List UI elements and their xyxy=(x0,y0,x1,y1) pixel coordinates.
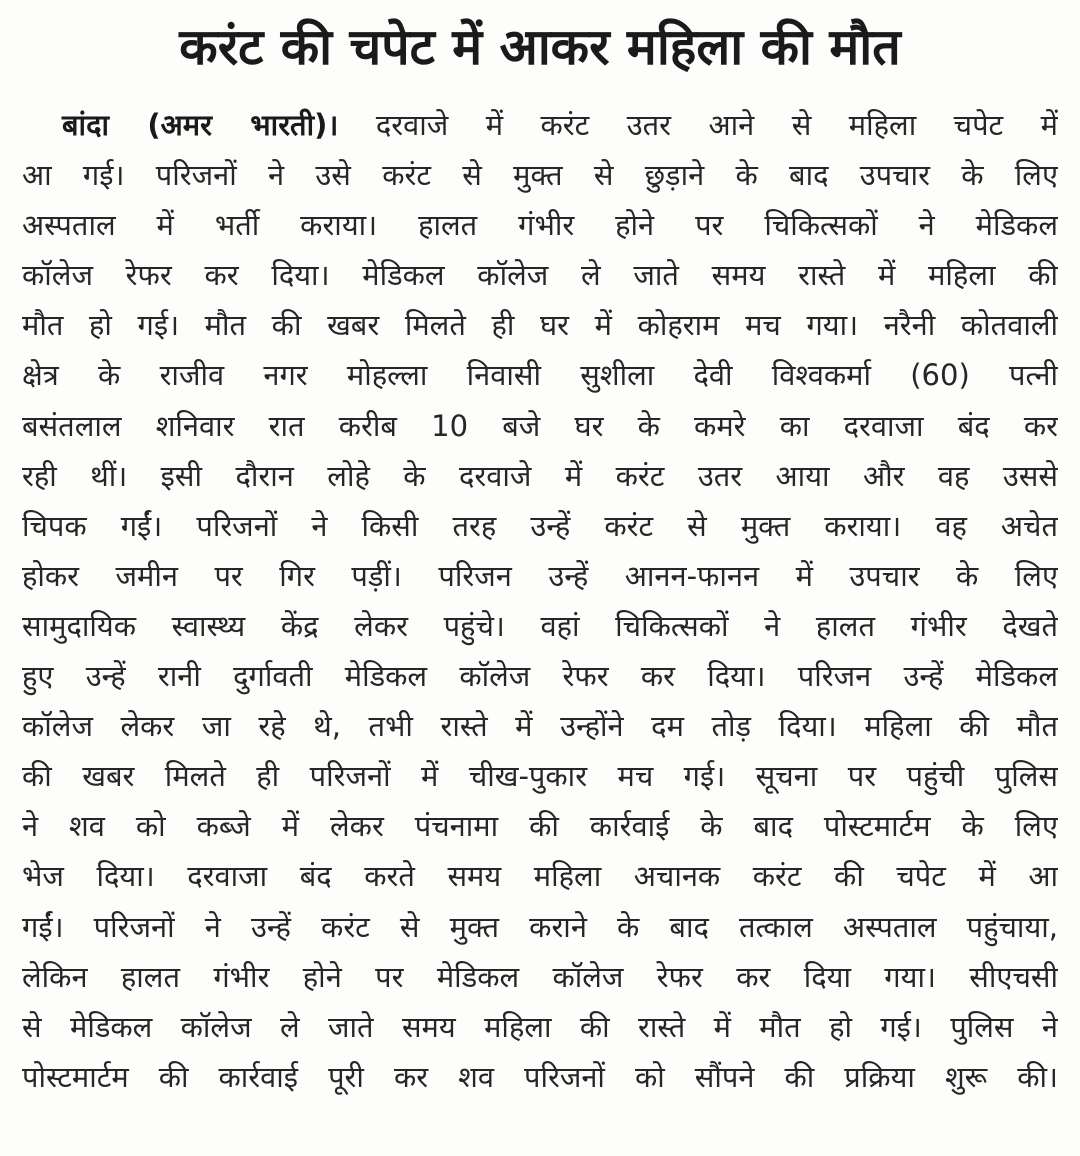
article-line: क्षेत्र के राजीव नगर मोहल्ला निवासी सुशीला देवी विश्वकर्मा (60) पत्नी xyxy=(22,358,1058,393)
article-line: कॉलेज रेफर कर दिया। मेडिकल कॉलेज ले जाते समय रास्ते में महिला की xyxy=(22,258,1058,293)
article-line: पोस्टमार्टम की कार्रवाई पूरी कर शव परिजनों को सौंपने की प्रक्रिया शुरू की। xyxy=(22,1059,1058,1094)
article-line: अस्पताल में भर्ती कराया। हालत गंभीर होने पर चिकित्सकों ने मेडिकल xyxy=(22,208,1058,243)
article-line: सामुदायिक स्वास्थ्य केंद्र लेकर पहुंचे। वहां चिकित्सकों ने हालत गंभीर देखते xyxy=(22,608,1058,643)
article-line xyxy=(22,100,1058,150)
article-line: गईं। परिजनों ने उन्हें करंट से मुक्त कराने के बाद तत्काल अस्पताल पहुंचाया, xyxy=(22,909,1058,944)
article-line: से मेडिकल कॉलेज ले जाते समय महिला की रास्ते में मौत हो गई। पुलिस ने xyxy=(22,1009,1058,1044)
article-line: कॉलेज लेकर जा रहे थे, तभी रास्ते में उन्होंने दम तोड़ दिया। महिला की मौत xyxy=(22,709,1058,744)
article-line: होकर जमीन पर गिर पड़ीं। परिजन उन्हें आनन-फानन में उपचार के लिए xyxy=(22,558,1058,593)
article-line: चिपक गईं। परिजनों ने किसी तरह उन्हें करंट से मुक्त कराया। वह अचेत xyxy=(22,508,1058,543)
article-line: मौत हो गई। मौत की खबर मिलते ही घर में कोहराम मच गया। नरैनी कोतवाली xyxy=(22,308,1058,343)
article-line: भेज दिया। दरवाजा बंद करते समय महिला अचानक करंट की चपेट में आ xyxy=(22,859,1058,894)
article-line: रही थीं। इसी दौरान लोहे के दरवाजे में करंट उतर आया और वह उससे xyxy=(22,458,1058,493)
dateline: बांदा (अमर भारती)। xyxy=(62,108,339,142)
article-line-text: दरवाजे में करंट उतर आने से महिला चपेट में xyxy=(338,108,1058,142)
article-line: ने शव को कब्जे में लेकर पंचनामा की कार्रवाई के बाद पोस्टमार्टम के लिए xyxy=(22,809,1058,844)
article-body xyxy=(22,100,1058,1102)
article-line: आ गई। परिजनों ने उसे करंट से मुक्त से छुड़ाने के बाद उपचार के लिए xyxy=(22,158,1058,193)
article-line: हुए उन्हें रानी दुर्गावती मेडिकल कॉलेज रेफर कर दिया। परिजन उन्हें मेडिकल xyxy=(22,659,1058,694)
headline: करंट की चपेट में आकर महिला की मौत xyxy=(179,18,901,76)
article-line: की खबर मिलते ही परिजनों में चीख-पुकार मच गई। सूचना पर पहुंची पुलिस xyxy=(22,759,1058,794)
article-line: बसंतलाल शनिवार रात करीब 10 बजे घर के कमरे का दरवाजा बंद कर xyxy=(22,408,1058,443)
article-line: लेकिन हालत गंभीर होने पर मेडिकल कॉलेज रेफर कर दिया गया। सीएचसी xyxy=(22,959,1058,994)
